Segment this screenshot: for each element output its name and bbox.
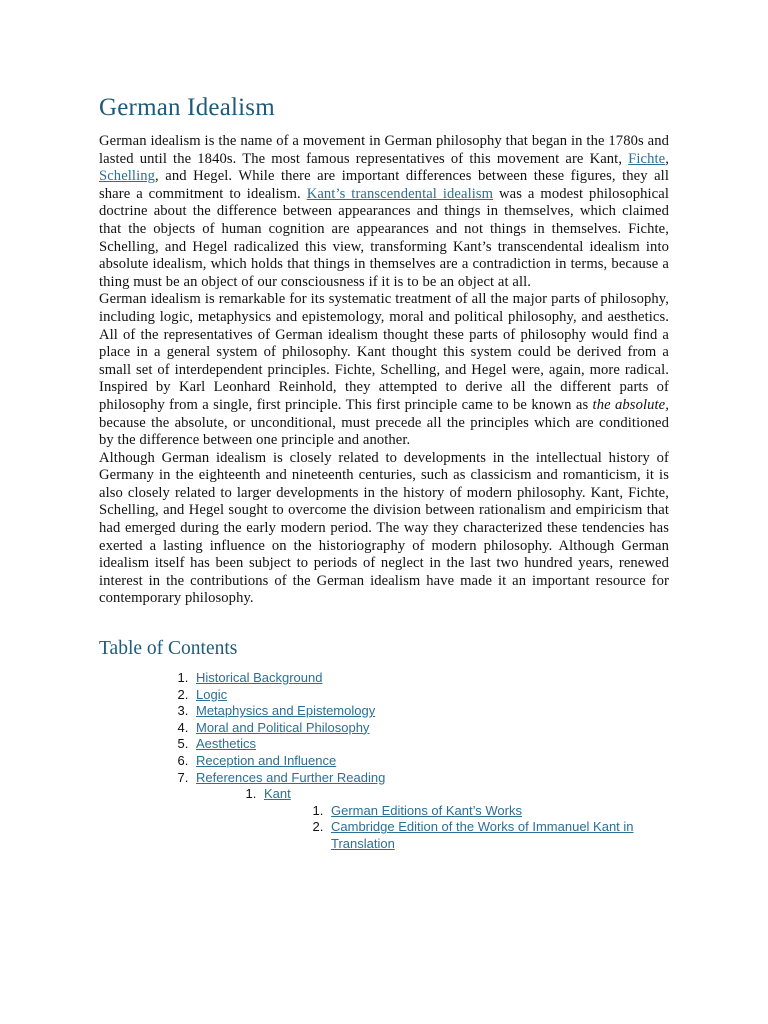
- toc-item: [192, 753, 669, 770]
- para2-text-2: because the absolute, or unconditional, must precede all the principles which are conditioned by the difference between one principle and another.: [99, 414, 669, 449]
- toc-item: [192, 770, 669, 853]
- toc-item: [192, 687, 669, 704]
- intro-paragraph-1: [99, 133, 669, 291]
- toc-link-reception-influence[interactable]: Reception and Influence: [196, 753, 337, 768]
- para1-text-2: ,: [665, 150, 669, 167]
- toc-link-metaphysics-epistemology[interactable]: Metaphysics and Epistemology: [196, 703, 376, 719]
- kant-transcendental-idealism-link[interactable]: Kant’s transcendental idealism: [306, 185, 494, 202]
- the-absolute-emphasis: the absolute,: [592, 396, 669, 413]
- toc-sublist: [196, 786, 669, 852]
- toc-subsubitem: [327, 803, 669, 820]
- toc-subsublist: [264, 803, 669, 853]
- toc-subitem: [260, 786, 669, 852]
- toc-link-historical-background[interactable]: Historical Background: [196, 670, 323, 686]
- toc-item: [192, 703, 669, 720]
- para1-text-4: was a modest philosophical doctrine about the difference between appearances and things in themselves, which claimed that the objects of human cognition are appearances and not things in themselves. Fichte, Schelling, and Hegel radicalized this view, transforming Kant’s transcendental idealism into absolute idealism, which holds that things in themselves are a contradiction in terms, because a thing must be an object of our consciousness if it is to be an object at all.: [99, 185, 669, 290]
- toc-link-moral-political[interactable]: Moral and Political Philosophy: [196, 719, 370, 735]
- toc-link-aesthetics[interactable]: Aesthetics: [196, 736, 256, 752]
- toc-title: Table of Contents: [99, 638, 238, 660]
- toc-link-logic[interactable]: Logic: [196, 686, 228, 702]
- toc-item: [192, 670, 669, 687]
- toc-link-kant[interactable]: Kant: [264, 786, 291, 802]
- para2-text-1: German idealism is remarkable for its systematic treatment of all the major parts of philosophy, including logic, metaphysics and epistemology, moral and political philosophy, and aesthetics. All of the representatives of German idealism thought these parts of philosophy would find a place in a general system of philosophy. Kant thought this system could be derived from a small set of interdependent principles. Fichte, Schelling, and Hegel were, again, more radical. Inspired by Karl Leonhard Reinhold, they attempted to derive all the different parts of philosophy from a single, first principle. This first principle came to be known as: [99, 291, 669, 413]
- toc-item: [192, 736, 669, 753]
- page-title: German Idealism: [99, 94, 275, 121]
- fichte-link[interactable]: Fichte: [628, 150, 666, 167]
- para1-text-1: German idealism is the name of a movement in German philosophy that began in the 1780s and lasted until the 1840s. The most famous representatives of this movement are Kant,: [99, 133, 669, 167]
- table-of-contents: [99, 670, 669, 853]
- document-page: [99, 94, 669, 853]
- toc-link-german-editions[interactable]: German Editions of Kant’s Works: [331, 802, 522, 818]
- toc-item: [192, 720, 669, 737]
- para1-text-3: , and Hegel. While there are important differences between these figures, they all share a commitment to idealism.: [99, 168, 669, 202]
- schelling-link[interactable]: Schelling: [99, 168, 156, 185]
- toc-link-cambridge-edition[interactable]: Cambridge Edition of the Works of Immanuel Kant in Translation: [331, 819, 634, 851]
- intro-paragraph-2: [99, 291, 669, 449]
- intro-paragraph-3: Although German idealism is closely related to developments in the intellectual history of Germany in the eighteenth and nineteenth centuries, such as classicism and romanticism, it is also closely related to larger developments in the history of modern philosophy. Kant, Fichte, Schelling, and Hegel sought to overcome the division between rationalism and empiricism that had emerged during the early modern period. The way they characterized these tendencies has exerted a lasting influence on the historiography of modern philosophy. Although German idealism itself has been subject to periods of neglect in the last two hundred years, renewed interest in the contributions of the German idealism have made it an important resource for contemporary philosophy.: [99, 449, 669, 607]
- toc-link-references[interactable]: References and Further Reading: [196, 769, 386, 785]
- toc-subsubitem: [327, 819, 651, 852]
